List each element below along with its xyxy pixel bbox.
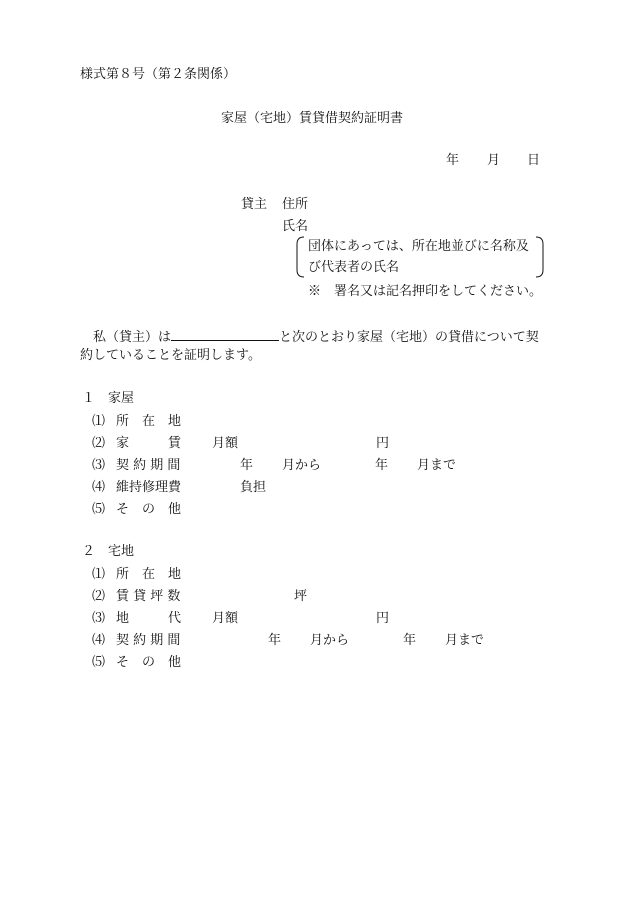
house-item-label: 維持修理費 — [116, 480, 182, 495]
page-title: 家屋（宅地）賃貸借契約証明書 — [221, 111, 404, 126]
land-item-num: ⑸ — [92, 655, 106, 670]
house-item-num: ⑷ — [92, 480, 106, 495]
house-rent-unit: 円 — [376, 436, 390, 451]
land-heading: ２ 宅地 — [82, 544, 135, 559]
house-heading: １ 家屋 — [82, 391, 135, 406]
house-period-end-month: 月まで — [417, 458, 457, 473]
house-item-num: ⑵ — [92, 436, 106, 451]
house-item-label: そ の 他 — [116, 502, 182, 517]
land-item-label: 契 約 期 間 — [116, 633, 181, 648]
land-item-num: ⑴ — [92, 567, 106, 582]
house-item-num: ⑶ — [92, 458, 106, 473]
house-item-label: 所 在 地 — [116, 414, 182, 429]
house-item-label: 契 約 期 間 — [116, 458, 181, 473]
lessor-label: 貸主 — [241, 197, 268, 212]
statement-line2: 約していることを証明します。 — [80, 348, 261, 363]
statement-line1 — [93, 326, 539, 347]
house-period-end-year: 年 — [375, 458, 389, 473]
land-item-num: ⑵ — [92, 589, 106, 604]
land-rent-unit: 円 — [376, 611, 390, 626]
land-item-label: 賃 貸 坪 数 — [116, 589, 181, 604]
house-item-label: 家 賃 — [116, 436, 182, 451]
land-period-end-month: 月まで — [445, 633, 485, 648]
statement-part1: 私（貸主）は — [93, 330, 172, 345]
house-period-start-year: 年 — [240, 458, 254, 473]
name-label: 氏名 — [282, 219, 309, 234]
land-area-unit: 坪 — [294, 589, 308, 604]
house-maintenance-burden: 負担 — [240, 480, 267, 495]
form-number: 様式第８号（第２条関係） — [80, 67, 237, 82]
address-label: 住所 — [282, 197, 309, 212]
land-period-end-year: 年 — [403, 633, 417, 648]
house-item-num: ⑸ — [92, 502, 106, 517]
org-note-line1: 団体にあっては、所在地並びに名称及 — [308, 239, 529, 254]
signature-note: ※ 署名又は記名押印をしてください。 — [308, 284, 543, 299]
land-item-label: 所 在 地 — [116, 567, 182, 582]
date-year-label: 年 — [446, 153, 460, 168]
house-rent-monthly-label: 月額 — [212, 436, 239, 451]
land-period-start-year: 年 — [268, 633, 282, 648]
date-month-label: 月 — [487, 153, 501, 168]
land-item-num: ⑷ — [92, 633, 106, 648]
date-day-label: 日 — [527, 153, 541, 168]
land-item-label: そ の 他 — [116, 655, 182, 670]
land-rent-monthly-label: 月額 — [212, 611, 239, 626]
statement-part2: と次のとおり家屋（宅地）の貸借について契 — [279, 330, 539, 345]
land-item-num: ⑶ — [92, 611, 106, 626]
lessee-name-blank[interactable] — [171, 326, 279, 341]
org-note-line2: び代表者の氏名 — [308, 260, 400, 275]
land-item-label: 地 代 — [116, 611, 182, 626]
house-item-num: ⑴ — [92, 414, 106, 429]
house-period-start-month: 月から — [282, 458, 322, 473]
land-period-start-month: 月から — [310, 633, 350, 648]
